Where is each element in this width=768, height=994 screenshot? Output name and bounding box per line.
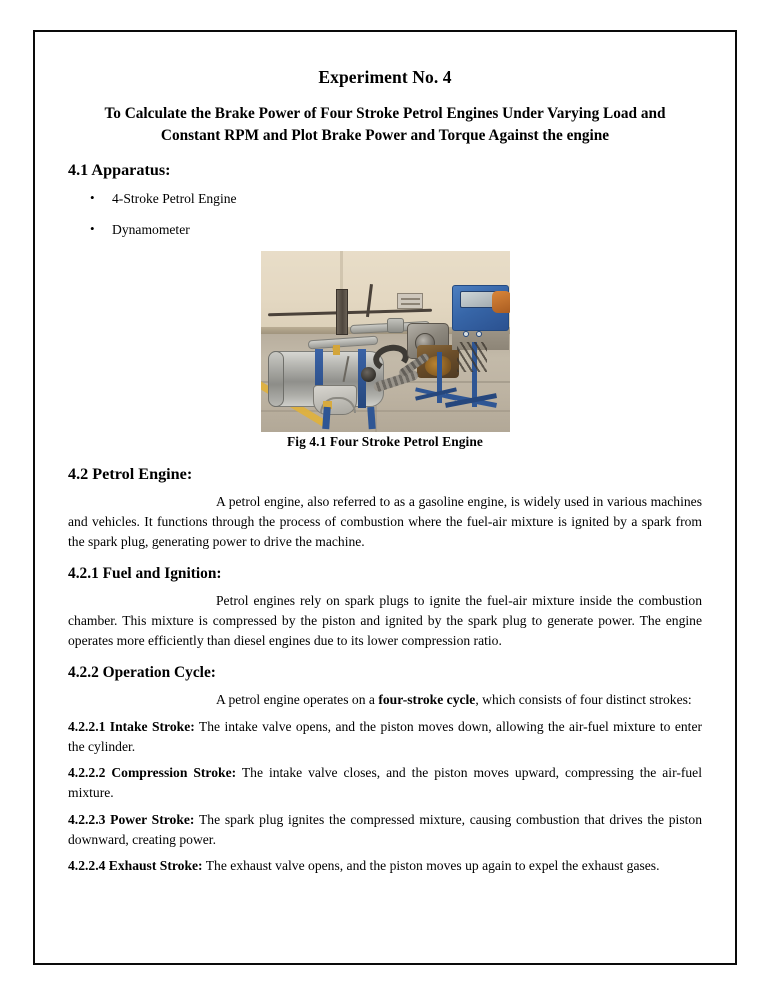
photo-silencer-cap: [268, 351, 284, 407]
paragraph-fuel-ignition: Petrol engines rely on spark plugs to ignite the fuel-air mixture inside the combustion chamber. This mixture is compressed by the piston and ignited by the spark plug to generate power. The engine operates more efficiently than diesel engines due to its lower compression ratio.: [68, 593, 702, 648]
paragraph-stroke: [68, 763, 702, 802]
document-subtitle: To Calculate the Brake Power of Four Stroke Petrol Engines Under Varying Load and Constant RPM and Plot Brake Power and Torque Against the engine: [104, 104, 666, 144]
photo-frame-leg: [367, 407, 375, 429]
document-page: [33, 30, 737, 965]
heading-fuel-ignition: 4.2.1 Fuel and Ignition:: [68, 565, 222, 583]
page-content: [68, 52, 702, 876]
photo-orange-object: [492, 291, 509, 313]
figure-block: [68, 251, 702, 450]
stroke-label: 4.2.2.4 Exhaust Stroke:: [68, 858, 203, 874]
stroke-text: The exhaust valve opens, and the piston moves up again to expel the exhaust gases.: [202, 858, 660, 874]
stroke-label: 4.2.2.2 Compression Stroke:: [68, 765, 237, 781]
heading-apparatus: 4.1 Apparatus:: [68, 161, 171, 180]
photo-wall-outlet: [397, 293, 423, 309]
stroke-text: The intake valve opens, and the piston moves down, allowing the air-fuel mixture to enter the cylinder.: [68, 719, 702, 754]
stroke-label: 4.2.2.3 Power Stroke:: [68, 811, 195, 827]
list-item: • 4-Stroke Petrol Engine: [112, 190, 702, 208]
stroke-text: The spark plug ignites the compressed mixture, causing combustion that drives the piston downward, creating power.: [68, 811, 702, 847]
photo-yellow-valve: [333, 345, 340, 355]
paragraph-stroke: [68, 856, 702, 876]
photo-gauge: [313, 385, 357, 415]
photo-frame-leg: [322, 407, 330, 429]
engine-photo: [261, 251, 510, 432]
photo-wiring-bundle: [457, 342, 487, 372]
list-item: • Dynamometer: [112, 221, 702, 239]
paragraph-petrol-engine: A petrol engine, also referred to as a gasoline engine, is widely used in various machines and vehicles. It functions through the process of combustion where the fuel-air mixture is ignited by a spark from the spark plug, generating power to drive the machine.: [68, 494, 702, 549]
photo-control-panel-knob: [476, 331, 482, 337]
figure-caption: Fig 4.1 Four Stroke Petrol Engine: [287, 434, 483, 450]
photo-dark-post: [336, 289, 348, 335]
paragraph-stroke: [68, 717, 702, 756]
page-title: Experiment No. 4: [318, 67, 452, 87]
apparatus-list: [68, 190, 702, 239]
paragraph-stroke: [68, 810, 702, 849]
stroke-text: The intake valve closes, and the piston moves upward, compressing the air-fuel mixture.: [68, 765, 702, 801]
photo-pipe-joint: [387, 318, 404, 333]
heading-operation-cycle: 4.2.2 Operation Cycle:: [68, 664, 216, 682]
paragraph-operation-cycle: [68, 690, 702, 710]
stroke-label: 4.2.2.1 Intake Stroke:: [68, 719, 195, 735]
operation-cycle-lead-tail: , which consists of four distinct strokes:: [475, 692, 692, 708]
heading-petrol-engine: 4.2 Petrol Engine:: [68, 465, 193, 484]
operation-cycle-emphasis: four-stroke cycle: [378, 692, 476, 708]
operation-cycle-lead-text: A petrol engine operates on a: [216, 692, 379, 708]
